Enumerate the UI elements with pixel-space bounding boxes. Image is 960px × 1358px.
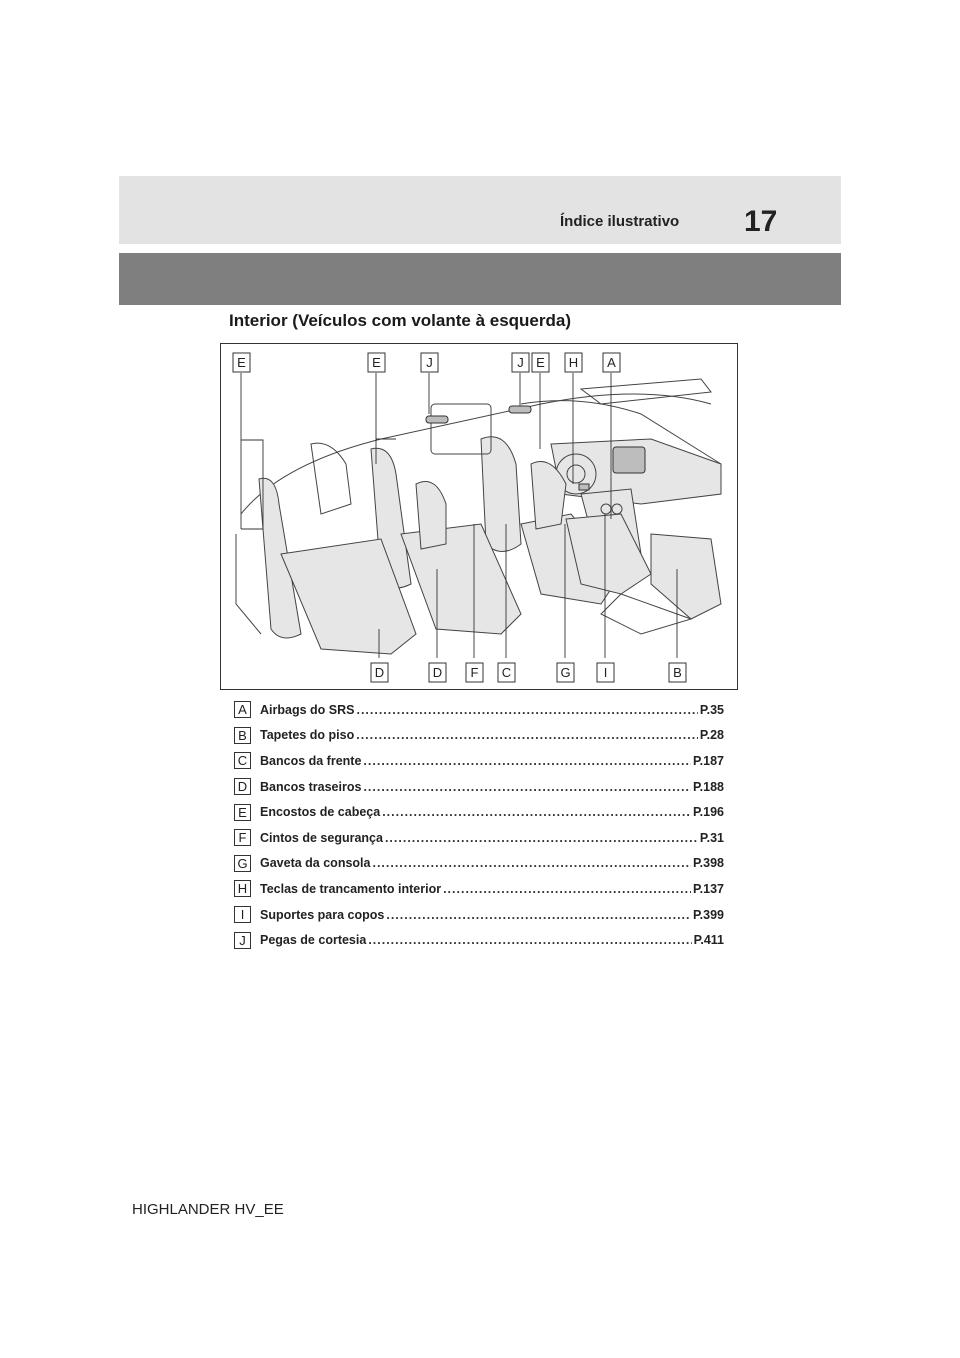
callout-label: F	[470, 665, 479, 680]
index-page-ref: P.28	[699, 728, 724, 743]
index-item-console-box[interactable]	[234, 851, 724, 877]
interior-illustration	[220, 343, 738, 690]
callout-bottom-d-1	[371, 663, 388, 682]
footer-model-code: HIGHLANDER HV_EE	[132, 1201, 284, 1218]
index-label: Pegas de cortesia	[260, 933, 367, 948]
index-label: Gaveta da consola	[260, 856, 371, 871]
callout-top-e-2	[368, 353, 385, 372]
dot-leader	[385, 831, 698, 845]
index-letter: E	[234, 804, 251, 821]
callout-top-j-2	[512, 353, 529, 372]
index-page-ref: P.137	[692, 881, 724, 896]
callout-bottom-b	[669, 663, 686, 682]
index-page-ref: P.398	[692, 856, 724, 871]
index-letter: H	[234, 880, 251, 897]
index-label: Suportes para copos	[260, 907, 385, 922]
dot-leader	[356, 728, 698, 742]
callout-top-j-1	[421, 353, 438, 372]
index-item-airbags[interactable]	[234, 697, 724, 723]
callout-top-e-1	[233, 353, 250, 372]
index-letter: F	[234, 829, 251, 846]
index-letter: B	[234, 727, 251, 744]
index-letter: A	[234, 701, 251, 718]
index-label: Bancos da frente	[260, 753, 362, 768]
callout-label: E	[536, 355, 545, 370]
callout-top-h	[565, 353, 582, 372]
index-item-lock-switches[interactable]	[234, 876, 724, 902]
index-item-floor-mats[interactable]	[234, 723, 724, 749]
dot-leader	[356, 703, 697, 717]
callout-bottom-c	[498, 663, 515, 682]
section-title: Índice ilustrativo	[560, 213, 680, 230]
index-item-assist-grips[interactable]	[234, 927, 724, 953]
callout-label: D	[374, 665, 385, 680]
interior-drawing	[221, 344, 739, 691]
index-letter: I	[234, 906, 251, 923]
index-letter: G	[234, 855, 251, 872]
index-page-ref: P.31	[699, 830, 724, 845]
callouts-top	[233, 353, 620, 372]
index-item-seat-belts[interactable]	[234, 825, 724, 851]
callout-bottom-i	[597, 663, 614, 682]
index-label: Tapetes do piso	[260, 728, 355, 743]
index-page-ref: P.35	[699, 702, 724, 717]
section-divider-band	[119, 253, 841, 305]
index-page-ref: P.187	[692, 753, 724, 768]
dot-leader	[368, 933, 691, 947]
index-page-ref: P.399	[692, 907, 724, 922]
index-page-ref: P.188	[692, 779, 724, 794]
callout-label: C	[501, 665, 512, 680]
callout-bottom-g	[557, 663, 574, 682]
index-item-rear-seats[interactable]	[234, 774, 724, 800]
interior-sketch	[236, 379, 721, 654]
callout-label: J	[517, 355, 524, 370]
index-page-ref: P.196	[692, 805, 724, 820]
index-item-front-seats[interactable]	[234, 748, 724, 774]
index-label: Encostos de cabeça	[260, 805, 381, 820]
callout-label: E	[237, 355, 246, 370]
dot-leader	[443, 882, 691, 896]
index-item-cup-holders[interactable]	[234, 902, 724, 928]
index-label: Cintos de segurança	[260, 830, 383, 845]
callout-label: E	[372, 355, 381, 370]
page-number: 17	[744, 205, 778, 238]
index-item-head-restraints[interactable]	[234, 799, 724, 825]
callout-top-e-3	[532, 353, 549, 372]
index-label: Teclas de trancamento interior	[260, 881, 442, 896]
callout-label: G	[560, 665, 571, 680]
dot-leader	[372, 856, 690, 870]
index-letter: C	[234, 752, 251, 769]
callout-label: B	[673, 665, 682, 680]
callout-label: H	[568, 355, 579, 370]
index-letter: J	[234, 932, 251, 949]
dot-leader	[363, 754, 691, 768]
page-subtitle: Interior (Veículos com volante à esquerda)	[229, 311, 571, 330]
dot-leader	[386, 908, 691, 922]
callouts-bottom	[371, 663, 686, 682]
callout-label: J	[426, 355, 433, 370]
index-label: Airbags do SRS	[260, 702, 355, 717]
dot-leader	[382, 805, 691, 819]
header-band	[119, 176, 841, 244]
index-letter: D	[234, 778, 251, 795]
callout-top-a	[603, 353, 620, 372]
callout-label: D	[432, 665, 443, 680]
callout-bottom-d-2	[429, 663, 446, 682]
illustration-index-list	[234, 697, 724, 953]
callout-bottom-f	[466, 663, 483, 682]
index-page-ref: P.411	[693, 933, 724, 948]
callout-label: I	[603, 665, 608, 680]
dot-leader	[363, 780, 691, 794]
index-label: Bancos traseiros	[260, 779, 362, 794]
callout-label: A	[607, 355, 616, 370]
